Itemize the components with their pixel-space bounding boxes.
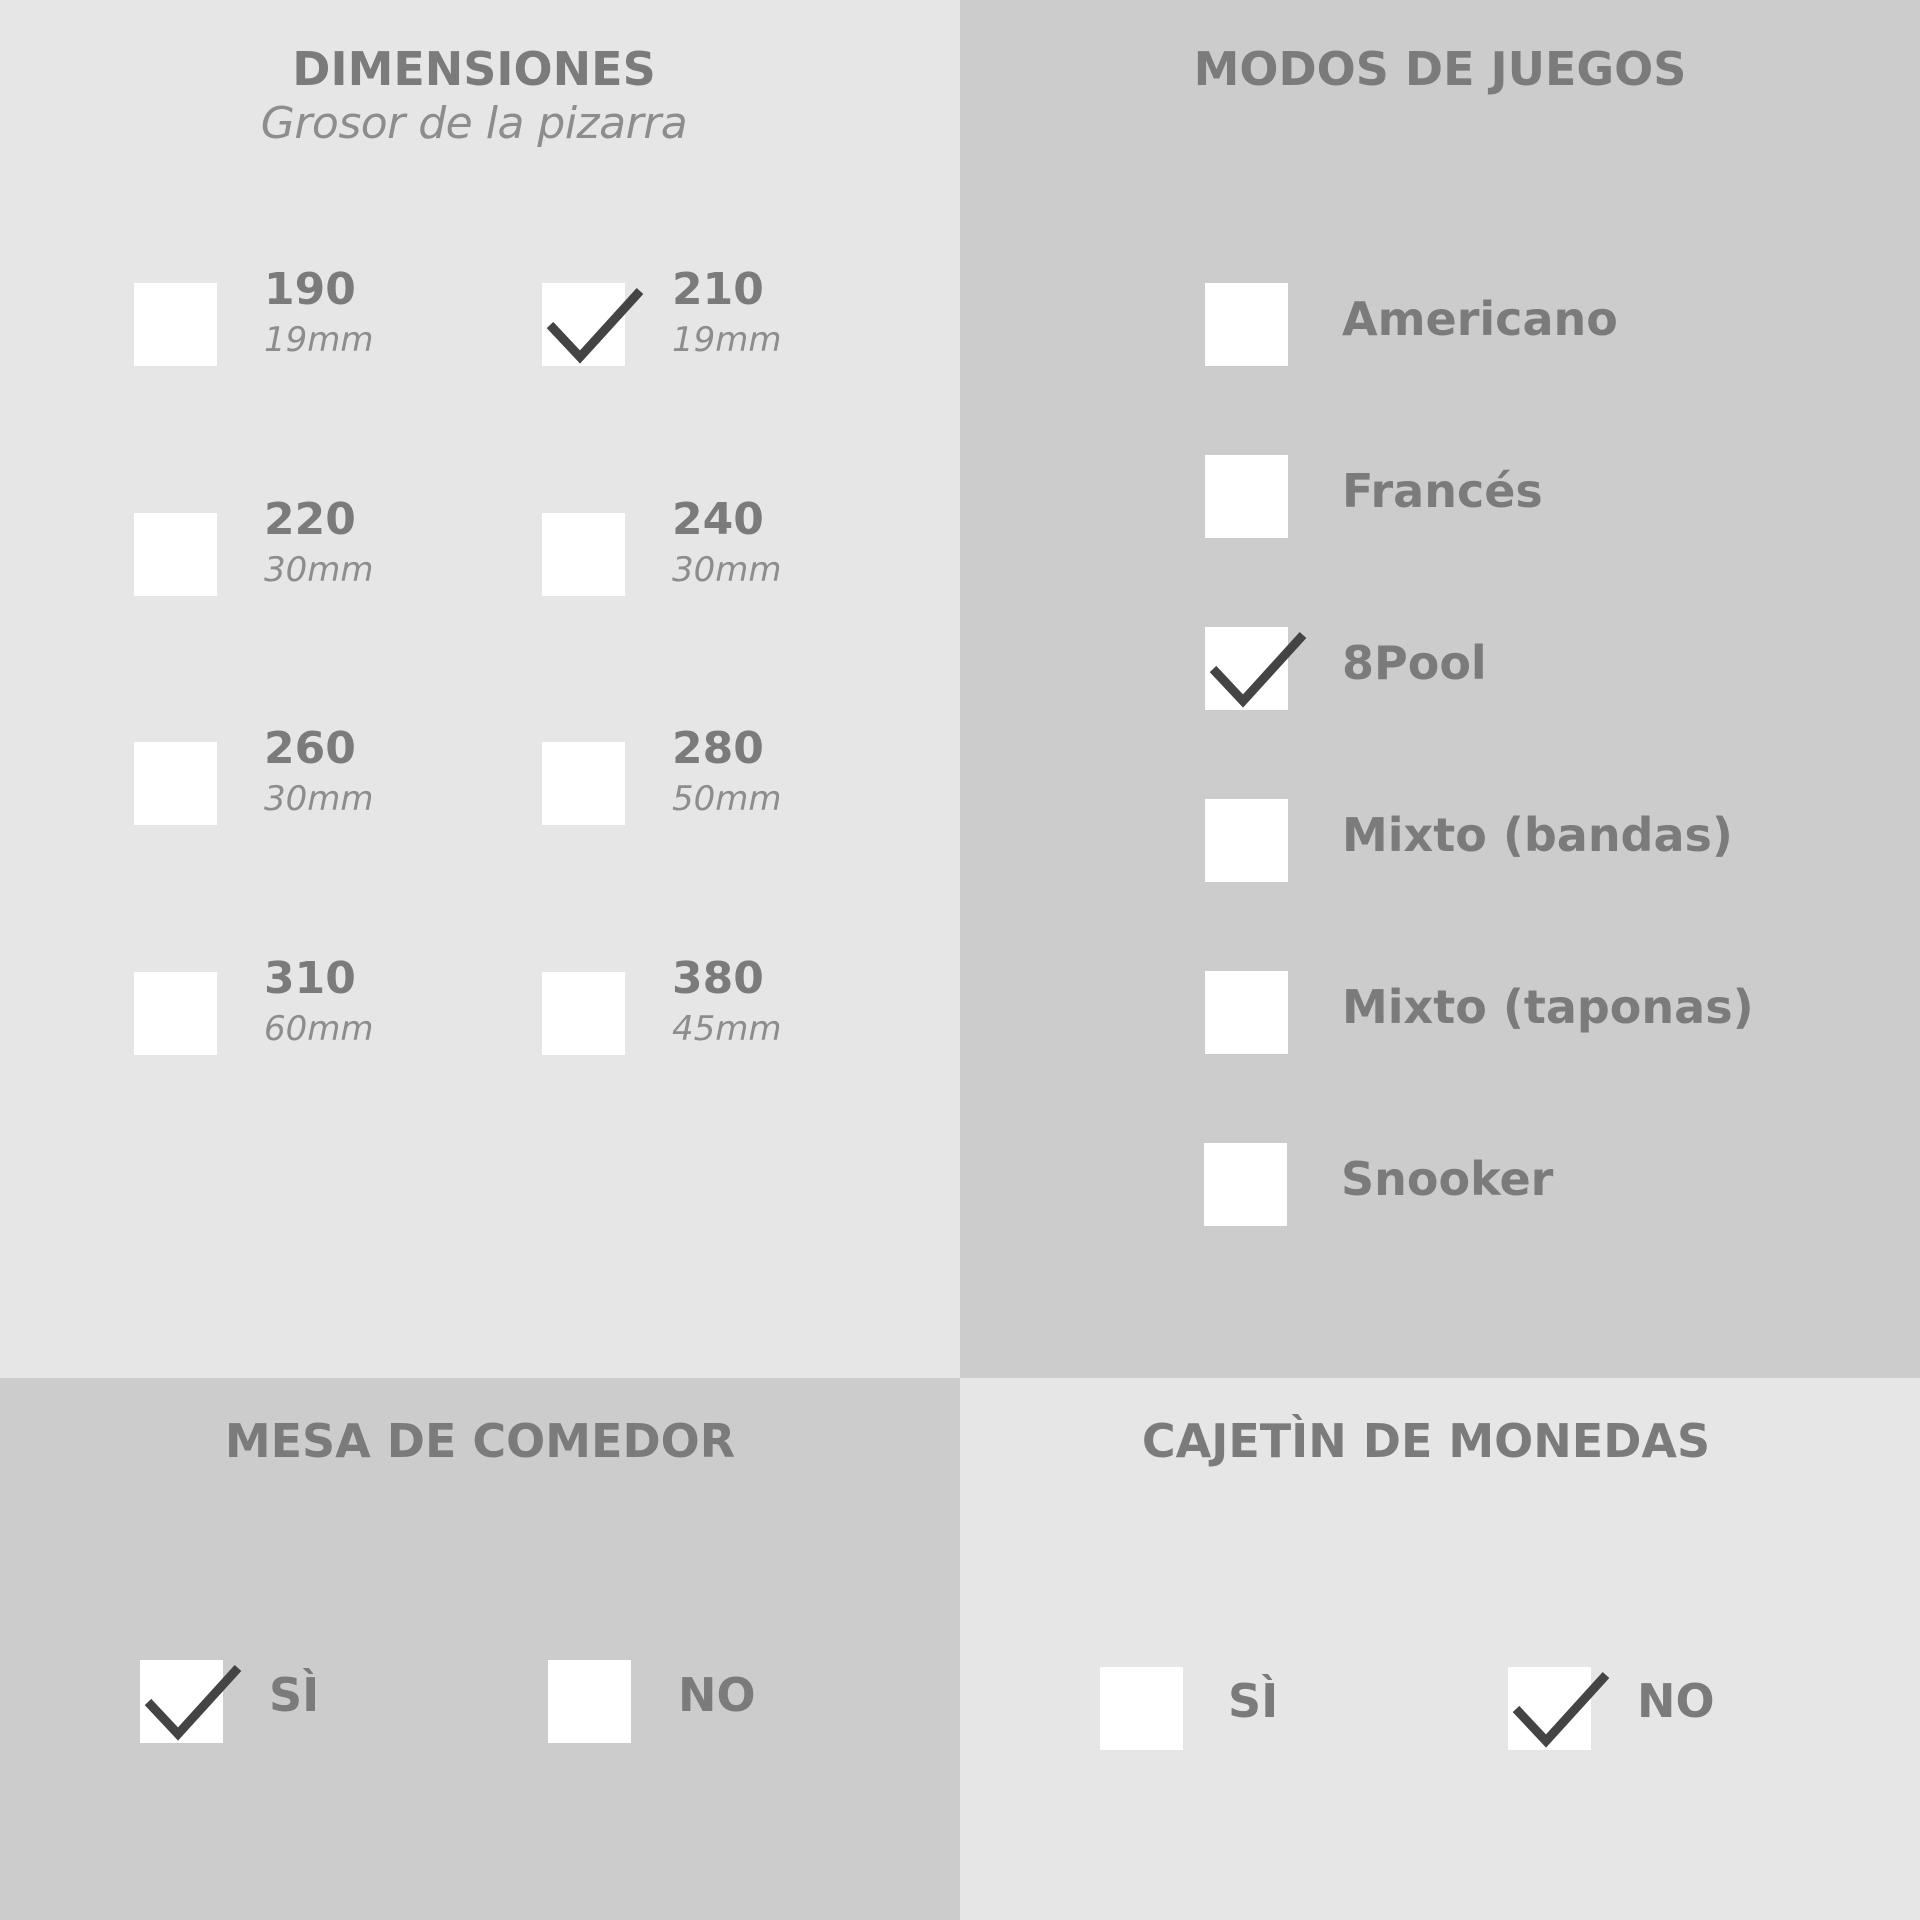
dimension-checkbox-280[interactable]: [542, 742, 625, 825]
dimensions-panel: [0, 0, 960, 1378]
game-mode-checkbox-snooker[interactable]: [1204, 1143, 1287, 1226]
coin-box-label: SÌ: [1228, 1674, 1279, 1728]
game-mode-label: Snooker: [1341, 1152, 1554, 1206]
dimension-size: 220: [264, 494, 356, 545]
game-mode-checkbox-americano[interactable]: [1205, 283, 1288, 366]
game-mode-label: Francés: [1342, 464, 1543, 518]
coin-box-panel: [960, 1378, 1920, 1920]
dimension-size: 380: [672, 953, 764, 1004]
game-mode-checkbox-frances[interactable]: [1205, 455, 1288, 538]
coin-box-checkbox-si[interactable]: [1100, 1667, 1183, 1750]
dining-table-checkbox-no[interactable]: [548, 1660, 631, 1743]
dining-table-label: SÌ: [269, 1668, 320, 1722]
dimension-size: 310: [264, 953, 356, 1004]
checkmark-icon: [542, 283, 642, 373]
dining-table-label: NO: [678, 1668, 756, 1722]
dimension-thickness: 30mm: [264, 779, 374, 819]
dimension-size: 190: [264, 264, 356, 315]
game-modes-title: MODOS DE JUEGOS: [1193, 42, 1687, 96]
dimension-size: 210: [672, 264, 764, 315]
dimensions-title: DIMENSIONES: [292, 42, 656, 96]
checkmark-icon: [1205, 627, 1305, 717]
checkmark-icon: [1508, 1667, 1608, 1757]
dimension-checkbox-220[interactable]: [134, 513, 217, 596]
dimension-checkbox-260[interactable]: [134, 742, 217, 825]
game-mode-label: Americano: [1342, 292, 1618, 346]
game-mode-label: Mixto (bandas): [1342, 808, 1733, 862]
dimension-thickness: 30mm: [264, 550, 374, 590]
game-mode-checkbox-mixto-taponas[interactable]: [1205, 971, 1288, 1054]
dimension-thickness: 19mm: [672, 320, 782, 360]
dimension-checkbox-310[interactable]: [134, 972, 217, 1055]
dimension-thickness: 30mm: [672, 550, 782, 590]
dining-table-checkbox-si[interactable]: [140, 1660, 223, 1743]
dimension-checkbox-190[interactable]: [134, 283, 217, 366]
coin-box-label: NO: [1637, 1674, 1715, 1728]
coin-box-title: CAJETÌN DE MONEDAS: [1141, 1414, 1711, 1468]
dimension-thickness: 45mm: [672, 1009, 782, 1049]
game-mode-checkbox-mixto-bandas[interactable]: [1205, 799, 1288, 882]
dimension-size: 280: [672, 723, 764, 774]
dimensions-subtitle: Grosor de la pizarra: [260, 98, 688, 149]
coin-box-checkbox-no[interactable]: [1508, 1667, 1591, 1750]
dimension-checkbox-210[interactable]: [542, 283, 625, 366]
game-mode-label: Mixto (taponas): [1342, 980, 1754, 1034]
dining-table-title: MESA DE COMEDOR: [224, 1414, 736, 1468]
dimension-checkbox-380[interactable]: [542, 972, 625, 1055]
dimension-checkbox-240[interactable]: [542, 513, 625, 596]
dimension-thickness: 60mm: [264, 1009, 374, 1049]
checkmark-icon: [140, 1660, 240, 1750]
dimension-thickness: 50mm: [672, 779, 782, 819]
game-mode-checkbox-8pool[interactable]: [1205, 627, 1288, 710]
dimension-size: 240: [672, 494, 764, 545]
dining-table-panel: [0, 1378, 960, 1920]
game-mode-label: 8Pool: [1342, 636, 1487, 690]
dimension-thickness: 19mm: [264, 320, 374, 360]
dimension-size: 260: [264, 723, 356, 774]
game-modes-panel: [960, 0, 1920, 1378]
